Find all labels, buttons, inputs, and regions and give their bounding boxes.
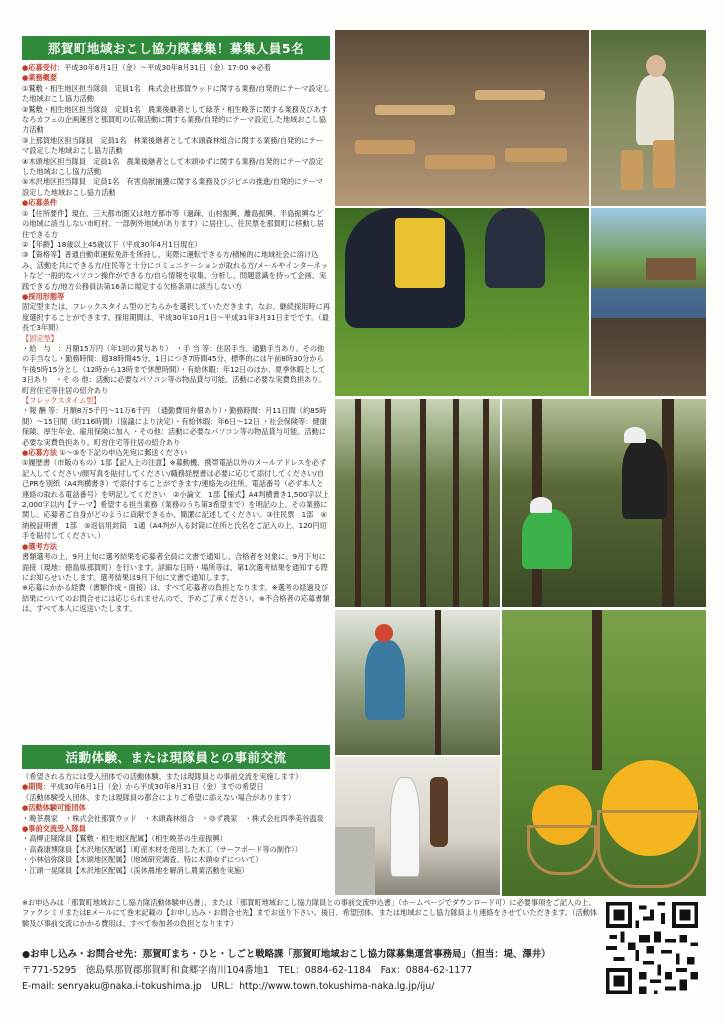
experience-period-note: （活動体験受入団体、または現隊員の都合によりご希望に添えない場合があります） [22, 792, 296, 802]
experience-period-label: ●期間 [22, 782, 43, 792]
yuzu-harvest-photo [502, 610, 706, 896]
email-link[interactable]: E-mail: senryaku@naka.i-tokushima.jp [22, 981, 202, 992]
employment-text: 固定型または、フレックスタイム型のどちらかを選択していただきます。なお、継続採用時に再度選択することができます。採用期間は、平成30年10月1日〜平成31年3月31日までです。（最長で3年間） [22, 302, 330, 333]
fixed-text: ・給 与 ：月額15万円（年1回の賞与あり） ・手 当 等：住居手当、通勤手当あり、その他の手当なし・勤務時間：週38時間45分、1日につき7時間45分、標準的には午前8時30分から午後5時15分とし（12時から13時まで休憩時間）・有給休暇：年12日のほか、夏季休暇として3日あり ・そ の 他：活動に必要なパソコン等の物品貸与可能。活動に必要な実費負担あり。町営住宅等住居の紹介あり [22, 343, 326, 395]
address-line [22, 962, 602, 976]
overview-item: ⑤木沢地区担当隊員 定員1名 有害鳥獣捕獲に関する業務及びジビエの推進/自発的にテーマ設定した地域おこし協力活動 [22, 177, 323, 197]
period-label: ●応募受付 [22, 63, 58, 72]
apply-text: ①履歴書（市販のもの）1部【記入上の注意】※募動機、携帯電話以外のメールアドレスを必ず記入してください/顔写真を貼付してください/職務経歴書は必要に応じて添付してください/自己PRを別紙（A4判横書き）で添付することができます/連絡先の住所、電話番号（必ず本人と連絡の取れる電話番号）を明記してください ②小論文 1部【様式】A4判横書き1,500字以上2,000字以内【テーマ】希望する担当業務（業務のうち第3希望まで）を明記の上、その業務に関し、応募者ご自身がどのように貢献できるか、簡潔に記述してください。③住民票 1部 ④納税証明書 1部 ⑤返信用封筒 1通（A4判が入る封筒に住所と氏名をご記入の上、120円切手を貼付してください。） [22, 458, 330, 541]
notes-text: ※応募にかかる経費（書類作成・面接）は、すべて応募者の負担となります。※選考の経過及び結果についてのお問合せには応じられませんので、予めご了承ください。※不合格者の応募書類は、すべて本人に返送いたします。 [22, 583, 330, 614]
period-line [22, 63, 330, 73]
web-line [22, 978, 602, 992]
condition-item: ①【住所要件】現在、三大都市圏又は地方都市等（過疎、山村振興、離島振興、半島振興などの地域に該当しない市町村、一部例外地域があります）に居住し、住民票を那賀町に移動し居住できる方 [22, 208, 324, 239]
qr-code-icon [606, 902, 698, 994]
overview-item: ①鷲敷・相生地区担当隊員 定員1名 株式会社那賀ウッドに関する業務/自発的にテーマ設定した地域おこし協力活動 [22, 83, 330, 104]
recruit-column [22, 36, 330, 615]
contact-note-text: ※お申込みは「那賀町地域おこし協力隊活動体験申込書」、または「那賀町地域おこし協力隊員との事前交流申込書」（ホームページでダウンロード可）に必要事項をご記入の上、ファクシミリまたはEメールにて巻末記載の【お申し込み・お問合せ先】までお送り下さい。後日、希望団体、または地域おこし協力隊員より連絡をさせていただきます。（活動体験及び事前交流にかかる費用は、すべて参加者の負担となります） [22, 898, 598, 928]
forestry-workers-photo [502, 399, 706, 607]
condition-item: ②【年齢】18歳以上45歳以下（平成30年4月1日現在） [22, 239, 202, 249]
experience-intro: （希望される方には受入団体での活動体験、または現隊員との事前交流を実施します） [22, 772, 303, 781]
office-line [22, 946, 602, 960]
overview-item: ②鷲敷・相生地区担当隊員 定員1名 農業後継者として緑茶・相生晩茶に関する業務及びあすなろカフェの企画運営と那賀町の広報活動に関する業務/自発的にテーマ設定した地域おこし協力活動 [22, 104, 328, 135]
fax: Fax：0884-62-1177 [380, 965, 473, 976]
hunter-photo [335, 610, 500, 755]
tea-field-photo [591, 208, 706, 396]
url-link[interactable]: URL：http://www.town.tokushima-naka.lg.jp/iju/ [211, 981, 435, 992]
experience-column [22, 745, 330, 876]
overview-label: ●業務概要 [22, 73, 58, 83]
member-item: ・江頭一晃隊員【木沢地区配属】（渓休農地を解消し農業活動を実施） [22, 865, 249, 875]
hosts-label: ●活動体験可能団体 [22, 803, 86, 813]
apply-intro: ①〜⑤を下記の申込先宛に郵送ください [59, 448, 188, 458]
conditions-label: ●応募条件 [22, 198, 58, 208]
woodworker-photo [591, 30, 706, 206]
contact-footer [22, 946, 602, 992]
member-item: ・小林信弥隊員【木頭地区配属】（地域研究調査、特に木頭ゆずについて） [22, 855, 263, 865]
experience-banner: 活動体験、または現隊員との事前交流 [22, 745, 330, 769]
experience-period-line [22, 782, 330, 792]
period-text: ：平成30年6月1日（金）〜平成30年8月31日（金）17:00 ※必着 [57, 63, 271, 72]
overview-item: ③上那賀地区担当隊員 定員1名 林業後継者として木頭森林組合に関する業務/自発的にテーマ設定した地域おこし協力活動 [22, 135, 323, 156]
flex-label: 【フレックスタイム型】 [22, 396, 101, 405]
recruit-banner: 那賀町地域おこし協力隊募集！募集人員5名 [22, 36, 330, 60]
member-item: ・高柳正隆隊員【鷲敷・相生地区配属】（相生晩茶の生産振興） [22, 834, 227, 844]
condition-item: ③【資格等】普通自動車運転免許を所持し、実際に運転できる方/積極的に地域社会に溶け込み、活動を共にできる方/住民等と十分にコミュニケーションが取れる方/メールやインターネットなど一般的なパソコン操作ができる方/自ら情報を収集、分析し、問題意識を持って企画、実践できる方/地方公務員法第16条に規定する欠格条項に該当しない方 [22, 250, 328, 291]
members-label: ●事前交流受入隊員 [22, 824, 86, 834]
woodwork-workshop-photo [335, 30, 589, 206]
apply-label: ●応募方法 [22, 448, 58, 458]
tea-picking-photo [335, 208, 589, 396]
selection-label: ●選考方法 [22, 541, 58, 551]
employment-label: ●採用形態等 [22, 291, 65, 301]
apply-line [22, 448, 330, 458]
flex-text: ・報 酬 等：月額8万5千円〜11万6千円 （通勤費用弁償あり）・勤務時間：月11日間（約85時間）〜15日間（約116時間）（協議により決定）・有給休暇：年6日〜12日 ・社会保険等：健康保険、厚生年金、雇用保険に加入 ・その他：活動に必要なパソコン等の物品貸与可能。活動に必要な実費負担あり。町営住宅等住居の紹介あり [22, 406, 327, 447]
experience-period: ：平成30年6月1日（金）から平成30年8月31日（金）までの希望日 [42, 782, 264, 792]
contact-label: ●お申し込み・お問合せ先： [22, 949, 143, 960]
fixed-label: 【固定型】 [22, 333, 58, 343]
selection-text: 書類選考の上、9月上旬に選考結果を応募者全員に文書で通知し、合格者を対象に、9月下旬に面接（現地：徳島県那賀町）を行います。詳細な日時・場所等は、第1次選考結果を通知する際にお知らせいたします。選考結果は9月下旬に文書で通知します。 [22, 552, 328, 582]
forest-photo [335, 399, 500, 607]
address: 〒771-5295 徳島県那賀郡那賀町和食郷字南川104番地1 [22, 965, 270, 976]
overview-item: ④木頭地区担当隊員 定員1名 農業後継者として木頭ゆずに関する業務/自発的にテーマ設定した地域おこし協力活動 [22, 156, 323, 177]
member-item: ・高森康博隊員【木沢地区配属】（町産木材を使用した木工（サーフボード等の制作）） [22, 844, 302, 854]
hosts-text: ・晩茶農家 ・株式会社那賀ウッド ・木頭森林組合 ・ゆず農家 ・株式会社四季美谷温泉 [22, 813, 324, 823]
meat-processing-photo [335, 757, 500, 895]
office-name: 那賀町まち・ひと・しごと戦略課「那賀町地域おこし協力隊募集運営事務局」（担当：堤、澤井） [142, 949, 551, 960]
experience-contact-note [22, 898, 600, 929]
tel: TEL：0884-62-1184 [278, 965, 372, 976]
